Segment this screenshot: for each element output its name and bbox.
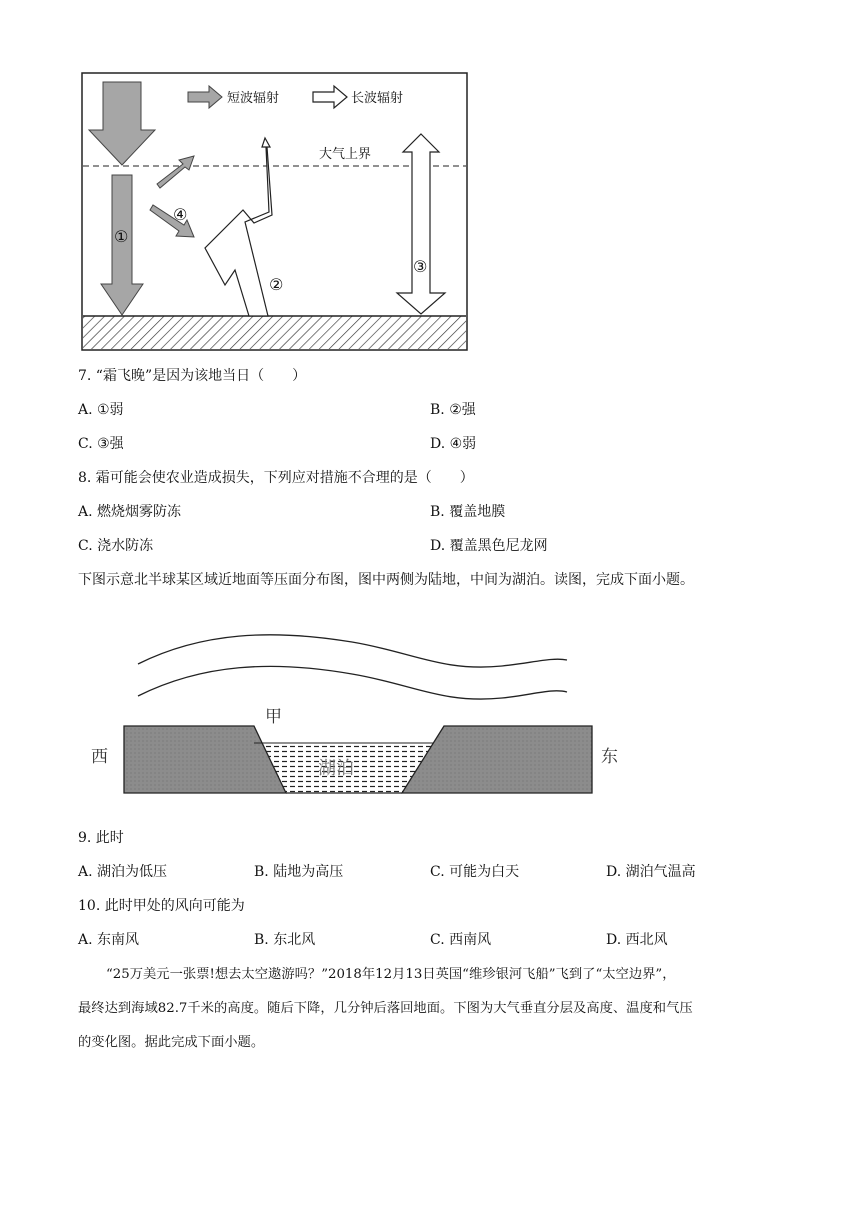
west-land	[124, 726, 286, 793]
q7-option-a[interactable]: A. ①弱	[78, 402, 124, 418]
q9-option-d[interactable]: D. 湖泊气温高	[606, 864, 696, 880]
q8-option-a[interactable]: A. 燃烧烟雾防冻	[78, 504, 182, 520]
q7-option-b[interactable]: B. ②强	[430, 402, 476, 418]
q7-option-c[interactable]: C. ③强	[78, 436, 124, 452]
q8-option-d[interactable]: D. 覆盖黑色尼龙网	[430, 538, 548, 554]
label-east: 东	[601, 747, 618, 767]
passage-line-3: 的变化图。据此完成下面小题。	[78, 1035, 265, 1050]
q10-option-d[interactable]: D. 西北风	[606, 932, 668, 948]
east-land	[402, 726, 592, 793]
q10-stem: 10. 此时甲处的风向可能为	[78, 898, 245, 914]
isobar-lower	[138, 666, 567, 699]
passage-line-1: “25万美元一张票!想去太空遨游吗？”2018年12月13日英国“维珍银河飞船”飞到了“太空边界”，	[106, 967, 676, 982]
legend-longwave-label: 长波辐射	[351, 91, 404, 106]
label-west: 西	[91, 747, 108, 767]
boundary-label: 大气上界	[319, 147, 372, 162]
marker-4: ④	[173, 205, 188, 224]
q10-option-b[interactable]: B. 东北风	[254, 932, 316, 948]
label-lake: 湖泊	[318, 758, 354, 779]
q9-stem: 9. 此时	[78, 830, 124, 846]
label-jia: 甲	[265, 707, 282, 727]
marker-1: ①	[114, 227, 129, 246]
q10-option-a[interactable]: A. 东南风	[78, 932, 140, 948]
isobar-upper	[138, 635, 567, 667]
q7-option-d[interactable]: D. ④弱	[430, 436, 477, 452]
q10-option-c[interactable]: C. 西南风	[430, 932, 492, 948]
q9-option-c[interactable]: C. 可能为白天	[430, 864, 520, 880]
legend-shortwave-label: 短波辐射	[227, 91, 280, 106]
q8-option-b[interactable]: B. 覆盖地膜	[430, 504, 506, 520]
passage-line-2: 最终达到海域82.7千米的高度。随后下降，几分钟后落回地面。下图为大气垂直分层及高度、温度和气压	[78, 1001, 693, 1016]
q8-option-c[interactable]: C. 浇水防冻	[78, 538, 154, 554]
q9-option-b[interactable]: B. 陆地为高压	[254, 864, 344, 880]
ground-hatch	[83, 316, 466, 349]
marker-2: ②	[269, 275, 284, 294]
marker-3: ③	[413, 257, 428, 276]
radiation-diagram	[81, 72, 469, 352]
intro-figure2: 下图示意北半球某区域近地面等压面分布图，图中两侧为陆地，中间为湖泊。读图，完成下面小题。	[78, 572, 694, 588]
q9-option-a[interactable]: A. 湖泊为低压	[78, 864, 168, 880]
q7-stem: 7. “霜飞晚”是因为该地当日（ ）	[78, 368, 307, 384]
isobar-diagram	[82, 604, 642, 814]
q8-stem: 8. 霜可能会使农业造成损失，下列应对措施不合理的是（ ）	[78, 470, 474, 486]
